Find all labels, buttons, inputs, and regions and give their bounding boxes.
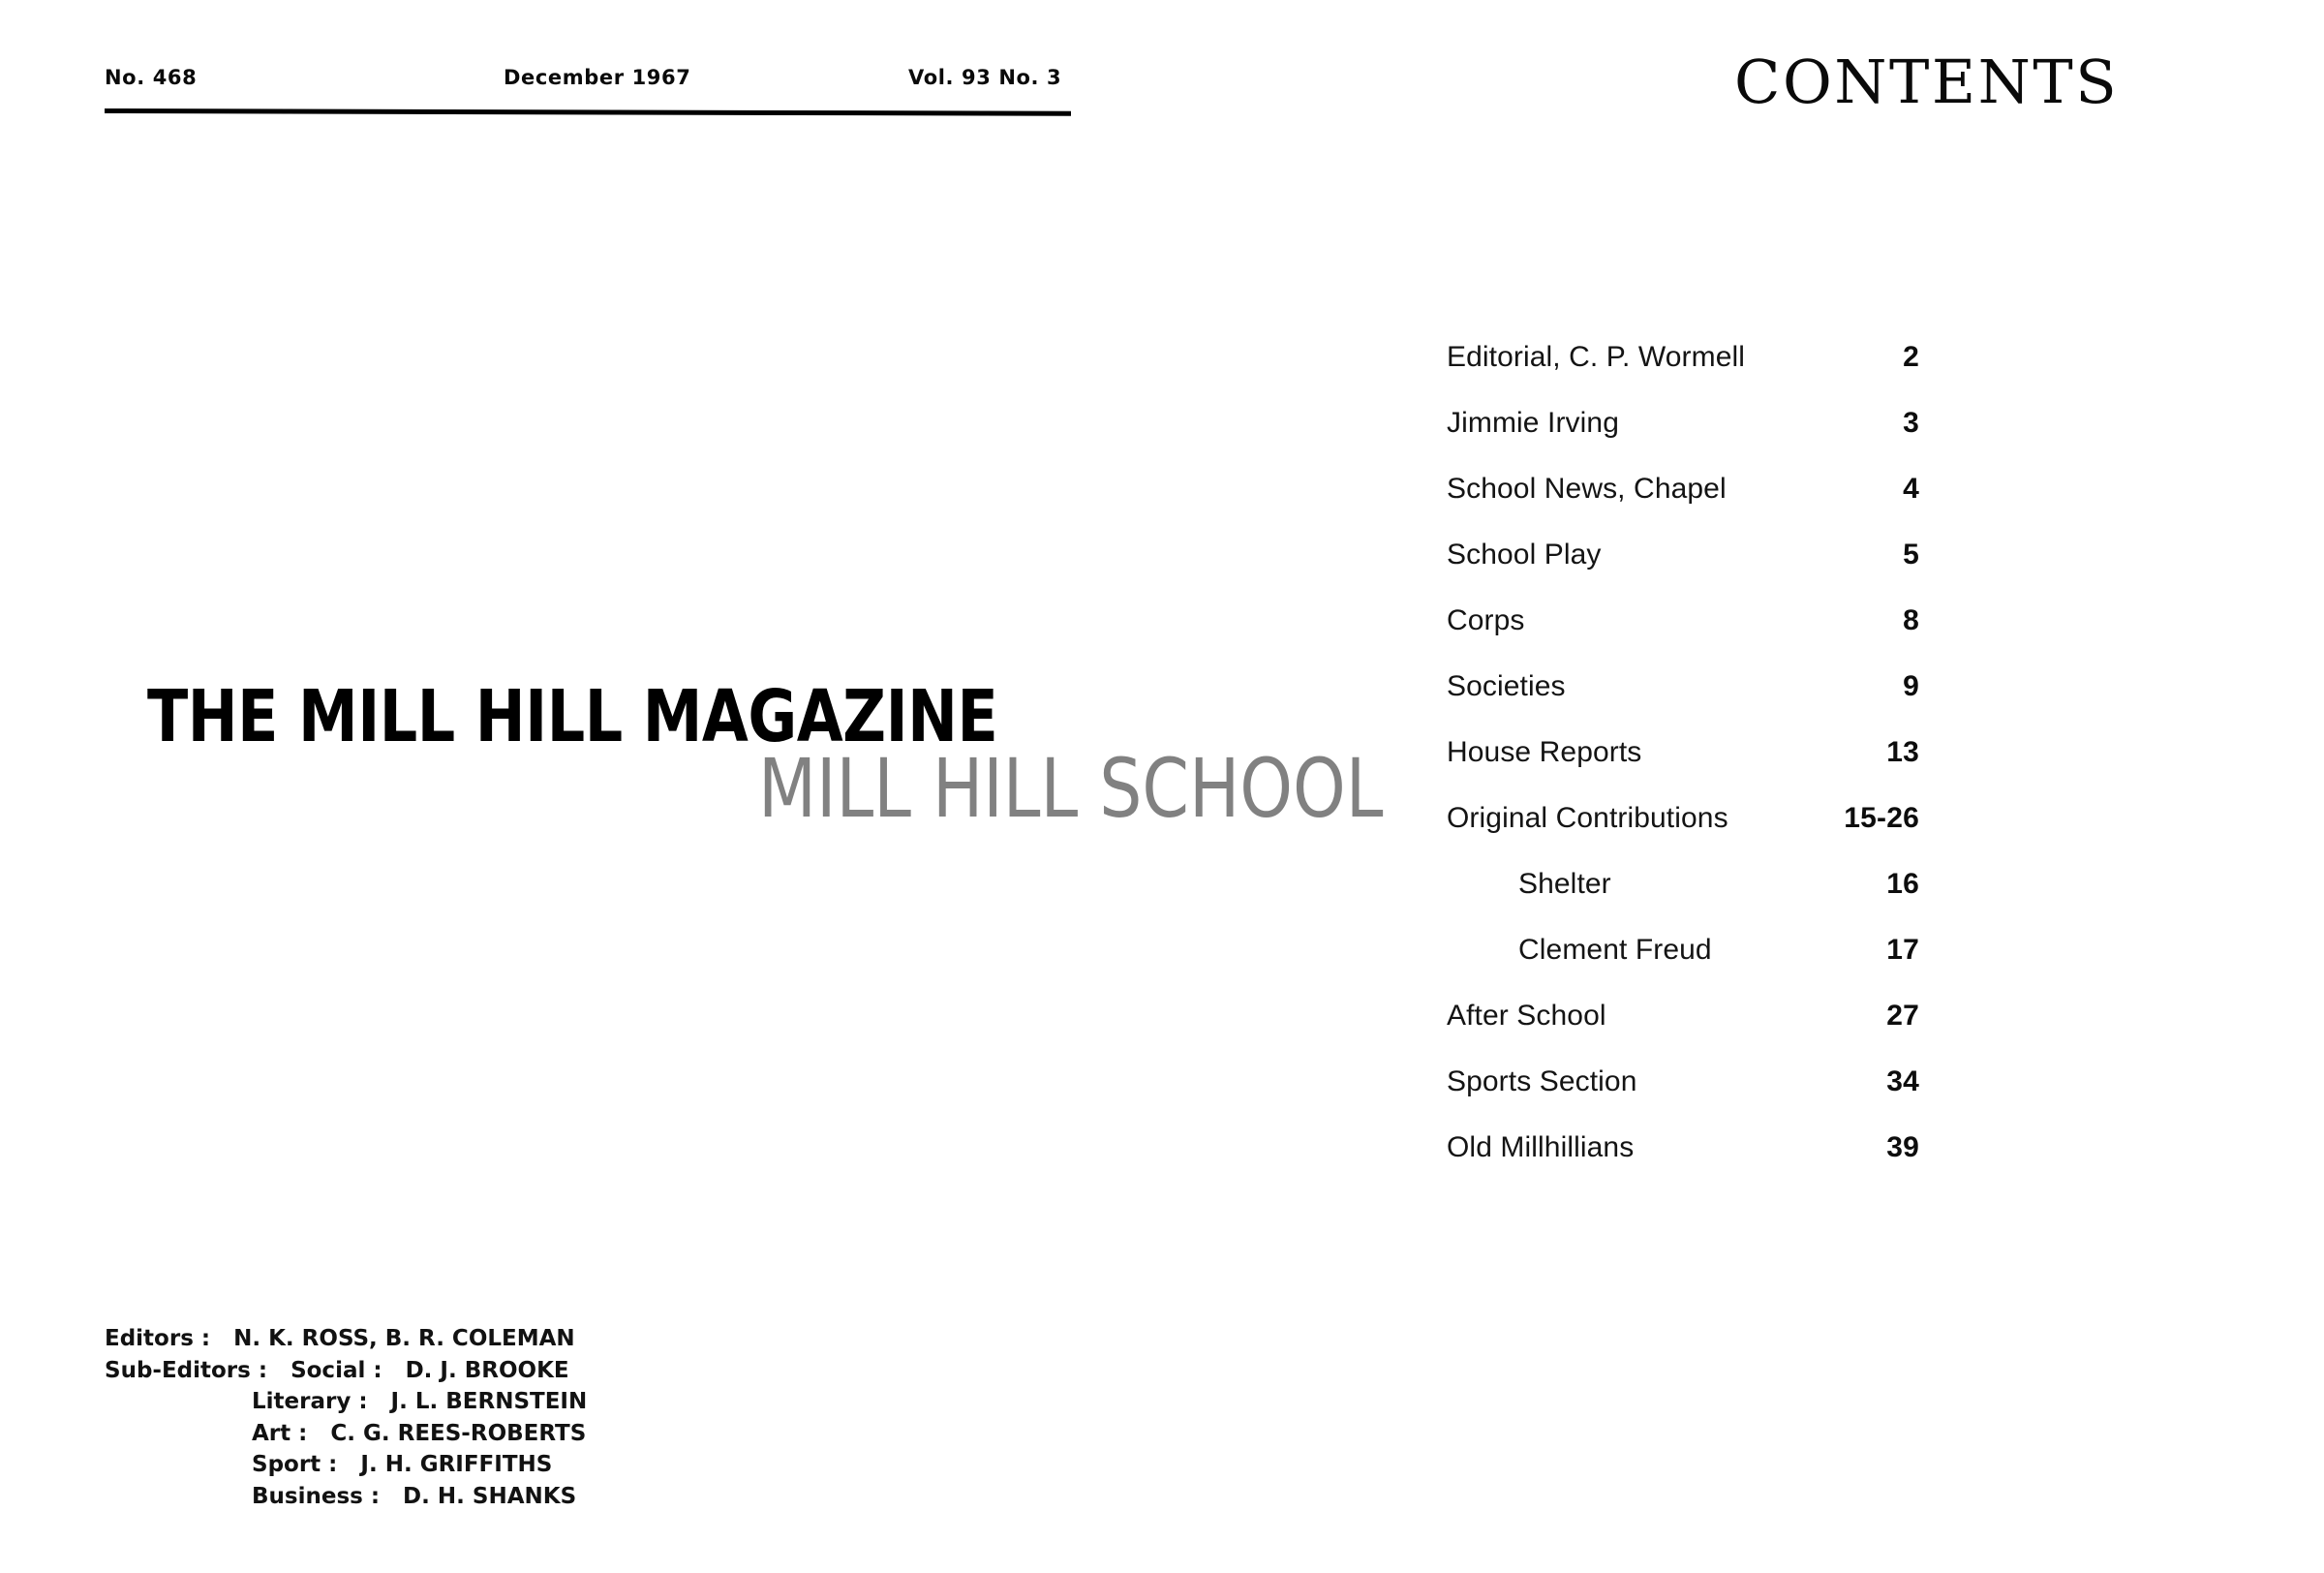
contents-entry-page-number: 34: [1886, 1065, 1919, 1097]
contents-entry-label: Old Millhillians: [1447, 1131, 1635, 1163]
contents-entry-label: School Play: [1447, 539, 1602, 571]
contents-entry[interactable]: [1447, 1000, 1919, 1065]
contents-entry-page-number: 15-26: [1844, 802, 1919, 834]
contents-entry-label: Societies: [1447, 670, 1566, 702]
editorial-staff-line: Editors : N. K. ROSS, B. R. COLEMAN: [105, 1326, 575, 1351]
contents-entry-label: Original Contributions: [1447, 802, 1728, 834]
contents-entry[interactable]: [1447, 934, 1919, 1000]
editorial-staff-line: Literary : J. L. BERNSTEIN: [252, 1389, 588, 1414]
contents-entry-page-number: 5: [1903, 539, 1919, 571]
editorial-staff-line: Sport : J. H. GRIFFITHS: [252, 1452, 553, 1477]
contents-entry[interactable]: [1447, 539, 1919, 604]
contents-entry-page-number: 8: [1903, 604, 1919, 636]
editorial-staff-line: Sub-Editors : Social : D. J. BROOKE: [105, 1357, 569, 1383]
contents-entry-label: Jimmie Irving: [1447, 407, 1619, 439]
contents-entry-page-number: 39: [1886, 1131, 1919, 1163]
contents-entry-label: House Reports: [1447, 736, 1642, 768]
editorial-staff-line: Business : D. H. SHANKS: [252, 1483, 577, 1509]
contents-entry-label: Sports Section: [1447, 1065, 1637, 1097]
contents-heading: CONTENTS: [1734, 46, 2120, 117]
contents-entry-page-number: 16: [1886, 868, 1919, 900]
contents-entry[interactable]: [1447, 341, 1919, 407]
contents-entry[interactable]: [1447, 868, 1919, 934]
editorial-staff-line: Art : C. G. REES-ROBERTS: [252, 1420, 587, 1446]
contents-entry[interactable]: [1447, 670, 1919, 736]
contents-entry-page-number: 2: [1903, 341, 1919, 373]
watermark-text: MILL HILL SCHOOL: [758, 741, 1384, 836]
magazine-title: THE MILL HILL MAGAZINE: [147, 675, 998, 758]
contents-entry-page-number: 4: [1903, 473, 1919, 505]
contents-list: [1447, 341, 1919, 1197]
contents-entry-page-number: 9: [1903, 670, 1919, 702]
contents-entry[interactable]: [1447, 407, 1919, 473]
contents-entry[interactable]: [1447, 604, 1919, 670]
contents-entry-label: After School: [1447, 1000, 1606, 1032]
contents-entry[interactable]: [1447, 1131, 1919, 1197]
masthead: [105, 66, 1073, 110]
contents-entry-page-number: 3: [1903, 407, 1919, 439]
contents-entry[interactable]: [1447, 736, 1919, 802]
masthead-volume: Vol. 93 No. 3: [908, 66, 1062, 89]
contents-entry[interactable]: [1447, 802, 1919, 868]
masthead-issue-number: No. 468: [105, 66, 198, 89]
contents-entry-label: Shelter: [1518, 868, 1611, 900]
masthead-date: December 1967: [504, 66, 691, 89]
contents-entry-label: Corps: [1447, 604, 1525, 636]
contents-entry-page-number: 17: [1886, 934, 1919, 966]
contents-entry-page-number: 27: [1886, 1000, 1919, 1032]
contents-entry-label: School News, Chapel: [1447, 473, 1727, 505]
contents-entry-label: Editorial, C. P. Wormell: [1447, 341, 1746, 373]
contents-entry-label: Clement Freud: [1518, 934, 1712, 966]
contents-entry[interactable]: [1447, 473, 1919, 539]
contents-entry-page-number: 13: [1886, 736, 1919, 768]
contents-entry[interactable]: [1447, 1065, 1919, 1131]
editorial-staff-block: [105, 1323, 587, 1512]
